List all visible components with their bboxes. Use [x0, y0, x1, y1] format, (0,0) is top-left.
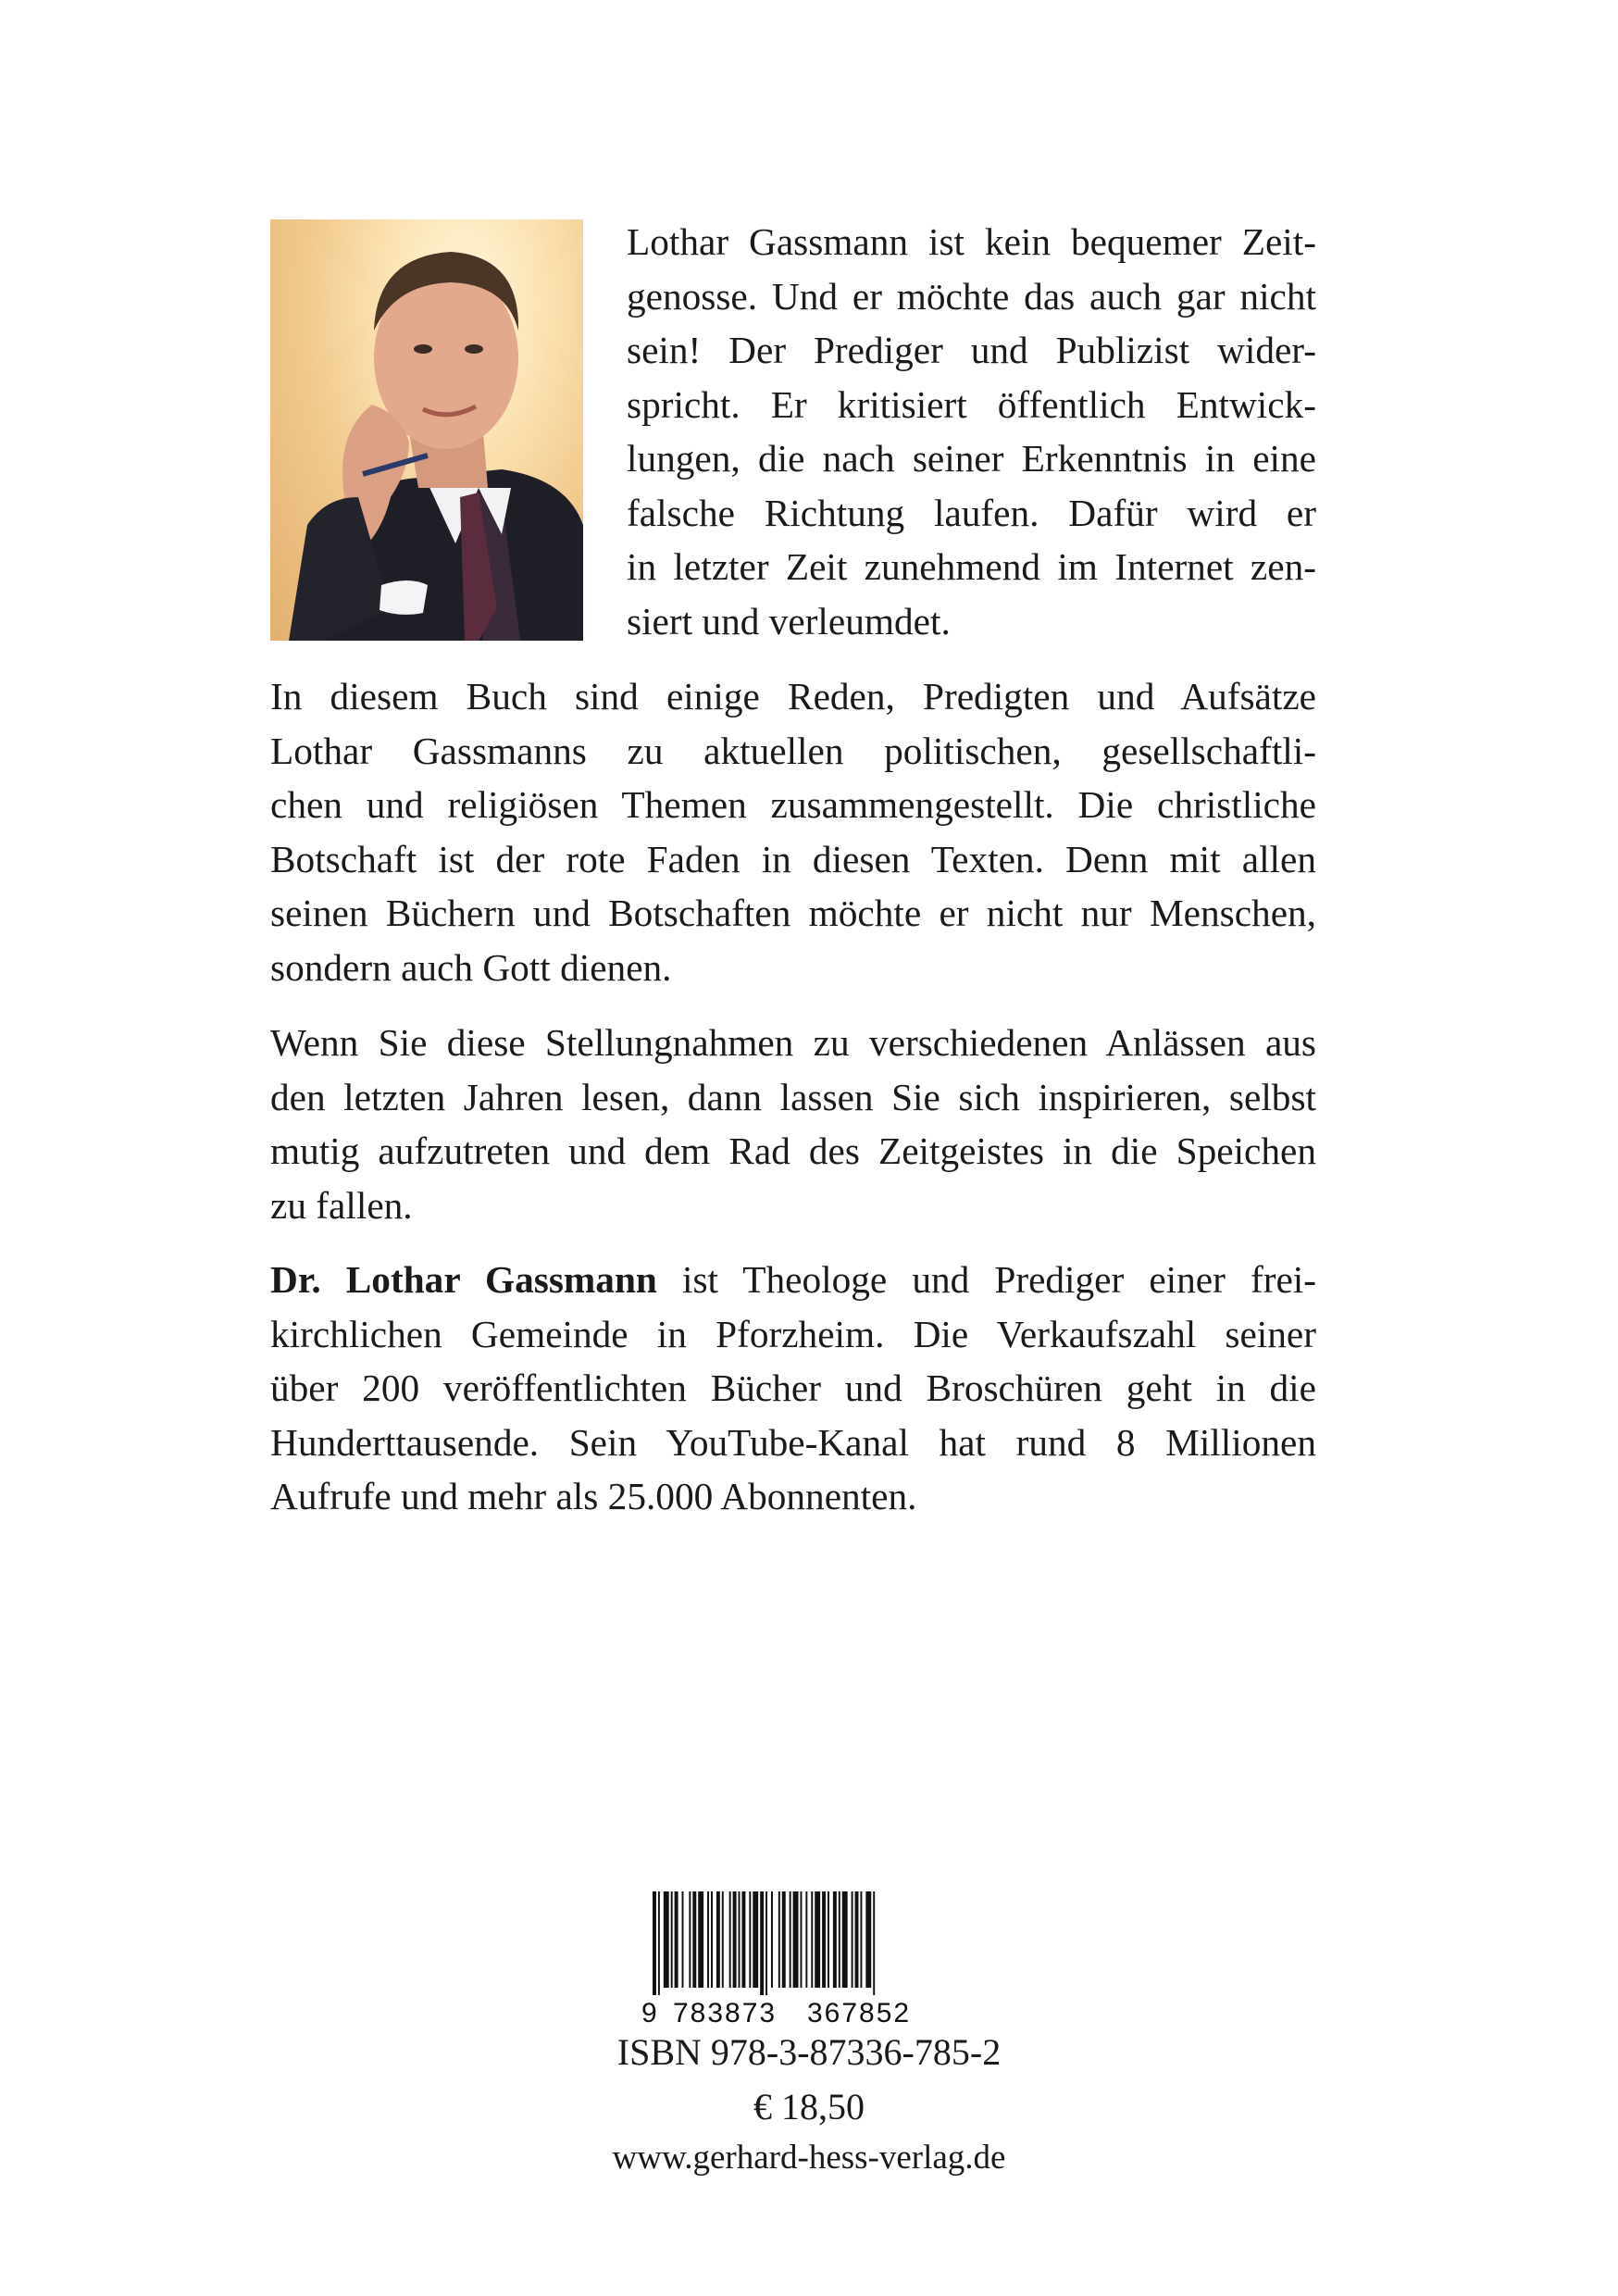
intro-line: sein! Der Prediger und Publizist wider-: [627, 329, 1316, 371]
intro-line: Lothar Gassmann ist kein bequemer Zeit-: [627, 220, 1316, 263]
paragraph-line: den letzten Jahren lesen, dann lassen Sie sich inspirieren, selbst: [270, 1075, 1316, 1118]
intro-line: in letzter Zeit zunehmend im Internet zen-: [627, 545, 1316, 588]
paragraph-line: In diesem Buch sind einige Reden, Predigten und Aufsätze: [270, 675, 1316, 718]
intro-paragraph: [627, 215, 1316, 648]
paragraph-line: kirchlichen Gemeinde in Pforzheim. Die Verkaufszahl seiner: [270, 1312, 1316, 1355]
isbn-number: ISBN 978-3-87336-785-2: [616, 2031, 1002, 2073]
paragraph-line: über 200 veröffentlichten Bücher und Broschüren geht in die: [270, 1366, 1316, 1409]
barcode-bars: [653, 1891, 944, 1995]
publisher-website[interactable]: www.gerhard-hess-verlag.de: [612, 2139, 1006, 2177]
intro-line: genosse. Und er möchte das auch gar nicht: [627, 274, 1316, 318]
author-name: Dr. Lothar Gassmann: [270, 1258, 657, 1301]
intro-line: siert und verleumdet.: [627, 599, 951, 643]
author-bio-first-line-rest: ist Theologe und Prediger einer frei-: [656, 1258, 1316, 1301]
paragraph-line: chen und religiösen Themen zusammengestellt. Die christliche: [270, 783, 1316, 826]
barcode-right-digits: 367852: [807, 1998, 912, 2028]
paragraph-line: Botschaft ist der rote Faden in diesen Texten. Denn mit allen: [270, 837, 1316, 880]
paragraph-line: [270, 1253, 1316, 1307]
paragraph-line: seinen Büchern und Botschaften möchte er nicht nur Menschen,: [270, 892, 1316, 934]
book-description-paragraph: [270, 669, 1316, 994]
reader-invitation-paragraph: [270, 1016, 1316, 1232]
paragraph-line: Lothar Gassmanns zu aktuellen politischen, gesellschaftli-: [270, 729, 1316, 772]
author-photo: [270, 219, 583, 641]
intro-line: lungen, die nach seiner Erkenntnis in eine: [627, 437, 1316, 480]
barcode-first-digit: 9: [641, 1998, 657, 2028]
author-bio-paragraph: [270, 1253, 1316, 1524]
author-portrait-image: [270, 219, 583, 641]
intro-line: falsche Richtung laufen. Dafür wird er: [627, 491, 1316, 534]
paragraph-line: sondern auch Gott dienen.: [270, 945, 672, 989]
paragraph-line: Hunderttausende. Sein YouTube-Kanal hat rund 8 Millionen: [270, 1420, 1316, 1464]
paragraph-line: zu fallen.: [270, 1183, 413, 1227]
paragraph-line: Aufrufe und mehr als 25.000 Abonnenten.: [270, 1475, 917, 1517]
intro-line: spricht. Er kritisiert öffentlich Entwick-: [627, 382, 1316, 426]
isbn-barcode: [653, 1891, 944, 1995]
barcode-left-digits: 783873: [673, 1998, 778, 2028]
paragraph-line: mutig aufzutreten und dem Rad des Zeitgeistes in die Speichen: [270, 1129, 1316, 1172]
paragraph-line: Wenn Sie diese Stellungnahmen zu verschiedenen Anlässen aus: [270, 1021, 1316, 1064]
price: € 18,50: [753, 2086, 865, 2128]
